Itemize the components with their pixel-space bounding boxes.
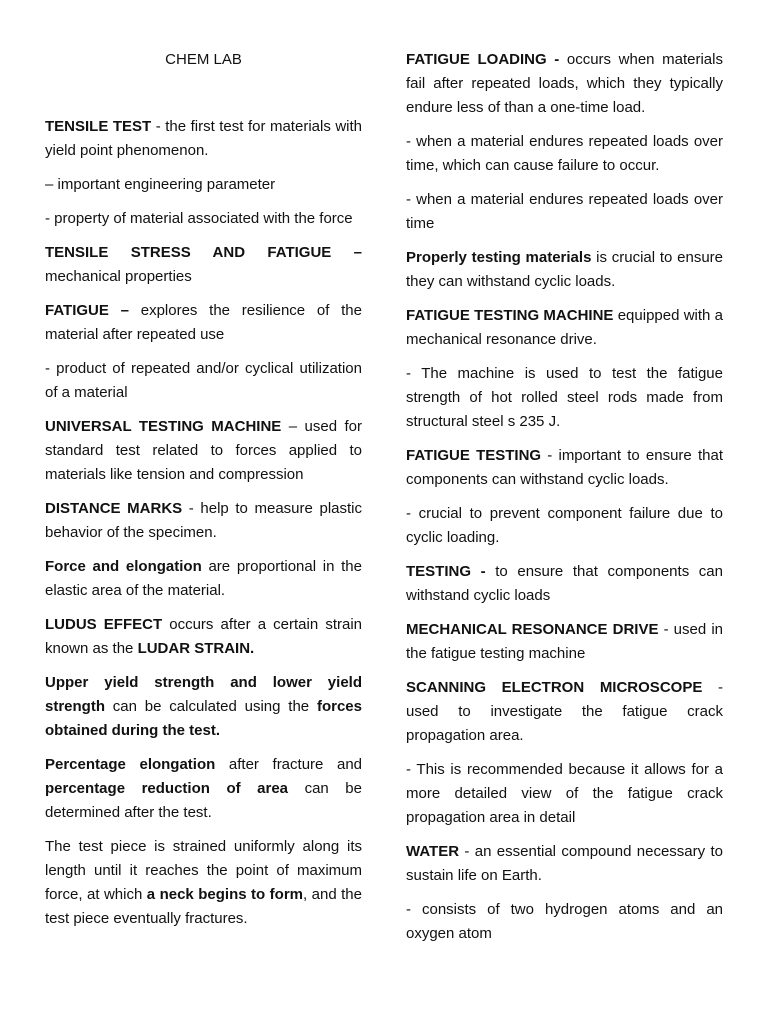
text-run: - when a material endures repeated loads over time, which can cause failure to occur. xyxy=(406,133,723,174)
text-run: - when a material endures repeated loads over time xyxy=(406,191,723,232)
paragraph xyxy=(406,840,723,888)
bold-term: forces obtained during the test. xyxy=(45,698,362,739)
paragraph xyxy=(406,304,723,352)
paragraph xyxy=(45,173,362,197)
text-run: can be calculated using the xyxy=(105,698,317,715)
text-run: can be determined after the test. xyxy=(45,780,362,821)
paragraph xyxy=(406,758,723,830)
paragraph xyxy=(406,48,723,120)
bold-term: TENSILE STRESS AND FATIGUE – xyxy=(45,244,362,261)
right-column xyxy=(406,48,723,956)
paragraph xyxy=(406,246,723,294)
text-run: explores the resilience of the material after repeated use xyxy=(45,302,362,343)
bold-term: FATIGUE – xyxy=(45,302,129,319)
right-paragraphs xyxy=(406,48,723,946)
text-run: – used for standard test related to forces applied to materials like tension and compression xyxy=(45,418,362,483)
paragraph xyxy=(45,299,362,347)
bold-term: FATIGUE LOADING - xyxy=(406,51,560,68)
paragraph xyxy=(45,115,362,163)
bold-term: FATIGUE TESTING MACHINE xyxy=(406,307,614,324)
bold-term: MECHANICAL RESONANCE DRIVE xyxy=(406,621,659,638)
paragraph xyxy=(406,676,723,748)
text-run: equipped with a mechanical resonance drive. xyxy=(406,307,723,348)
text-run: - important to ensure that components can withstand cyclic loads. xyxy=(406,447,723,488)
bold-term: a neck begins to form xyxy=(146,886,304,903)
bold-term: Percentage elongation xyxy=(45,756,216,773)
left-column xyxy=(45,48,362,941)
paragraph xyxy=(406,444,723,492)
bold-term: DISTANCE MARKS xyxy=(45,500,183,517)
text-run: - help to measure plastic behavior of the specimen. xyxy=(45,500,362,541)
text-run: – important engineering parameter xyxy=(45,176,276,193)
text-run: occurs when materials fail after repeated loads, which they typically endure less of than a one-time load. xyxy=(406,51,723,116)
bold-term: UNIVERSAL TESTING MACHINE xyxy=(45,418,282,435)
paragraph xyxy=(406,898,723,946)
paragraph xyxy=(406,188,723,236)
bold-term: Upper yield strength and lower yield strength xyxy=(45,674,362,715)
text-run: are proportional in the elastic area of the material. xyxy=(45,558,362,599)
paragraph xyxy=(45,753,362,825)
text-run: - This is recommended because it allows for a more detailed view of the fatigue crack propagation area in detail xyxy=(406,761,723,826)
paragraph xyxy=(406,618,723,666)
text-run: - product of repeated and/or cyclical utilization of a material xyxy=(45,360,362,401)
text-run: The test piece is strained uniformly along its length until it reaches the point of maximum force, at which xyxy=(45,838,362,903)
paragraph xyxy=(406,362,723,434)
paragraph xyxy=(45,835,362,931)
bold-term: Properly testing materials xyxy=(406,249,592,266)
paragraph xyxy=(45,241,362,289)
text-run: - consists of two hydrogen atoms and an oxygen atom xyxy=(406,901,723,942)
paragraph xyxy=(406,502,723,550)
text-run: - crucial to prevent component failure due to cyclic loading. xyxy=(406,505,723,546)
bold-term: TESTING - xyxy=(406,563,486,580)
paragraph xyxy=(45,613,362,661)
bold-term: WATER xyxy=(406,843,460,860)
text-run: - property of material associated with the force xyxy=(45,210,353,227)
paragraph xyxy=(45,357,362,405)
bold-term: FATIGUE TESTING xyxy=(406,447,542,464)
text-run: to ensure that components can withstand cyclic loads xyxy=(406,563,723,604)
text-run: - the first test for materials with yield point phenomenon. xyxy=(45,118,363,159)
text-run: occurs after a certain strain known as the xyxy=(45,616,362,657)
document-title: CHEM LAB xyxy=(165,51,242,68)
text-run: , and the test piece eventually fractures. xyxy=(45,886,362,927)
paragraph xyxy=(45,497,362,545)
text-run: - an essential compound necessary to sustain life on Earth. xyxy=(406,843,723,884)
paragraph xyxy=(45,207,362,231)
bold-term: LUDAR STRAIN. xyxy=(137,640,255,657)
bold-term: Force and elongation xyxy=(45,558,202,575)
text-run: after fracture and xyxy=(215,756,362,773)
text-run: - used in the fatigue testing machine xyxy=(406,621,723,662)
bold-term: TENSILE TEST xyxy=(45,118,152,135)
bold-term: LUDUS EFFECT xyxy=(45,616,163,633)
paragraph xyxy=(45,555,362,603)
paragraph xyxy=(406,560,723,608)
bold-term: SCANNING ELECTRON MICROSCOPE xyxy=(406,679,703,696)
left-paragraphs xyxy=(45,115,362,931)
text-run: - The machine is used to test the fatigue strength of hot rolled steel rods made from structural steel s 235 J. xyxy=(406,365,723,430)
paragraph xyxy=(45,415,362,487)
text-run: - used to investigate the fatigue crack propagation area. xyxy=(406,679,723,744)
paragraph xyxy=(45,671,362,743)
paragraph xyxy=(406,130,723,178)
bold-term: percentage reduction of area xyxy=(45,780,289,797)
text-run: mechanical properties xyxy=(45,268,192,285)
text-run: is crucial to ensure they can withstand cyclic loads. xyxy=(406,249,723,290)
